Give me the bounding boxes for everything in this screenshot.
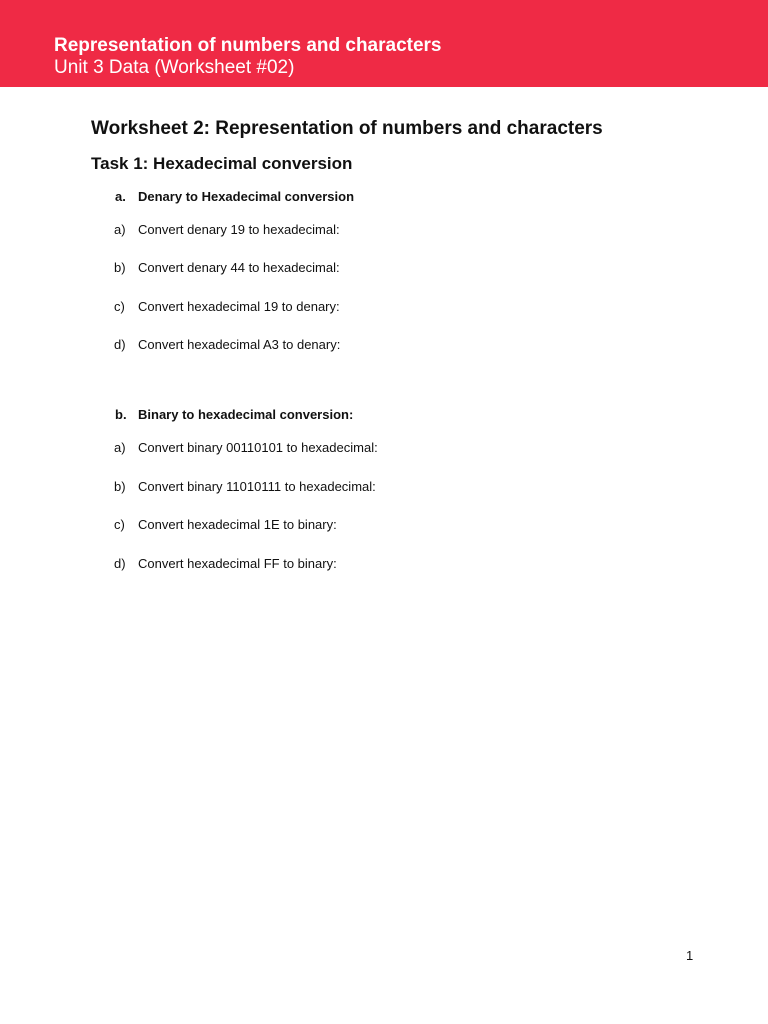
page-number: 1 [686,948,694,963]
question-letter: b) [114,479,126,494]
question-letter: d) [114,337,126,352]
section-heading-denary-to-hex [115,189,354,205]
section-heading-binary-to-hex [115,407,353,423]
question-item [114,337,340,353]
question-item [114,517,337,533]
question-text: Convert hexadecimal 19 to denary: [138,299,340,314]
section-marker: a. [115,189,126,204]
task-title: Task 1: Hexadecimal conversion [91,154,353,173]
question-item [114,260,340,276]
question-text: Convert denary 44 to hexadecimal: [138,260,340,275]
header-banner [0,0,768,87]
header-subtitle: Unit 3 Data (Worksheet #02) [54,57,295,78]
question-text: Convert hexadecimal FF to binary: [138,556,337,571]
question-letter: d) [114,556,126,571]
question-item [114,479,376,495]
question-letter: a) [114,222,126,237]
section-marker: b. [115,407,127,422]
question-letter: c) [114,299,125,314]
section-heading-text: Denary to Hexadecimal conversion [138,189,355,204]
question-text: Convert hexadecimal A3 to denary: [138,337,341,352]
question-text: Convert binary 11010111 to hexadecimal: [138,479,376,494]
question-text: Convert binary 00110101 to hexadecimal: [138,440,378,455]
question-letter: a) [114,440,126,455]
question-text: Convert hexadecimal 1E to binary: [138,517,337,532]
question-letter: b) [114,260,126,275]
question-text: Convert denary 19 to hexadecimal: [138,222,340,237]
question-letter: c) [114,517,125,532]
header-title: Representation of numbers and characters [54,35,442,56]
question-item [114,556,337,572]
question-item [114,222,340,238]
question-item [114,299,340,315]
worksheet-title: Worksheet 2: Representation of numbers and characters [91,118,603,139]
section-heading-text: Binary to hexadecimal conversion: [138,407,354,422]
question-item [114,440,378,456]
